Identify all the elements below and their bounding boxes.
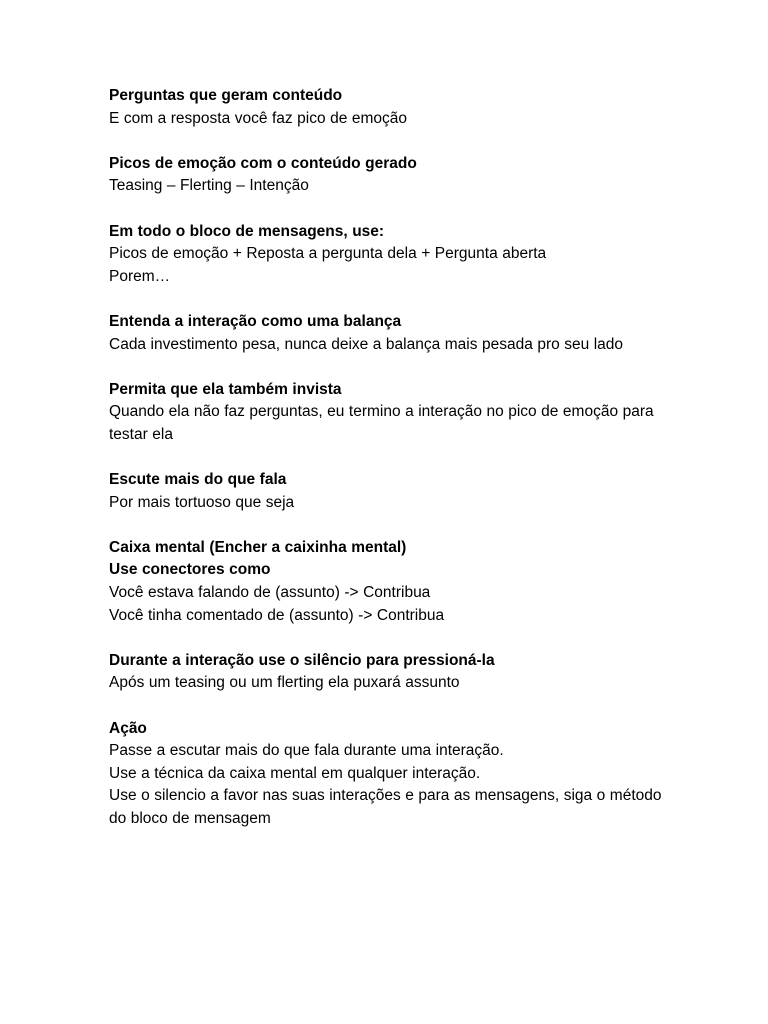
- body-text-line: Quando ela não faz perguntas, eu termino a interação no pico de emoção para testar ela: [109, 403, 654, 443]
- body-text-line: Cada investimento pesa, nunca deixe a balança mais pesada pro seu lado: [109, 335, 624, 353]
- body-text-line: Após um teasing ou um flerting ela puxará assunto: [109, 674, 460, 692]
- section-heading: Picos de emoção com o conteúdo gerado: [109, 154, 417, 172]
- document-section: [109, 718, 669, 831]
- section-heading: Em todo o bloco de mensagens, use:: [109, 222, 385, 240]
- body-text-line: Teasing – Flerting – Intenção: [109, 177, 309, 195]
- document-section: [109, 85, 669, 130]
- document-section: [109, 379, 669, 447]
- document-section: [109, 311, 669, 356]
- body-text-line: Use o silencio a favor nas suas interações e para as mensagens, siga o método do bloco de mensagem: [109, 787, 662, 827]
- section-heading: Durante a interação use o silêncio para pressioná-la: [109, 651, 495, 669]
- body-text-line: Você estava falando de (assunto) -> Contribua: [109, 584, 431, 602]
- document-body: [109, 85, 669, 853]
- document-section: [109, 221, 669, 289]
- section-heading: Permita que ela também invista: [109, 380, 342, 398]
- document-section: [109, 469, 669, 514]
- document-section: [109, 537, 669, 627]
- body-text-line: Porem…: [109, 267, 171, 285]
- document-section: [109, 650, 669, 695]
- document-section: [109, 153, 669, 198]
- section-heading: Entenda a interação como uma balança: [109, 312, 402, 330]
- section-heading: Caixa mental (Encher a caixinha mental): [109, 538, 407, 556]
- section-heading: Use conectores como: [109, 561, 271, 579]
- section-heading: Escute mais do que fala: [109, 471, 287, 489]
- body-text-line: E com a resposta você faz pico de emoção: [109, 109, 407, 127]
- section-heading: Ação: [109, 719, 147, 737]
- section-heading: Perguntas que geram conteúdo: [109, 87, 343, 104]
- body-text-line: Você tinha comentado de (assunto) -> Contribua: [109, 606, 445, 624]
- body-text-line: Passe a escutar mais do que fala durante uma interação.: [109, 742, 504, 760]
- body-text-line: Picos de emoção + Reposta a pergunta dela + Pergunta aberta: [109, 245, 547, 263]
- body-text-line: Use a técnica da caixa mental em qualquer interação.: [109, 764, 481, 782]
- body-text-line: Por mais tortuoso que seja: [109, 493, 295, 511]
